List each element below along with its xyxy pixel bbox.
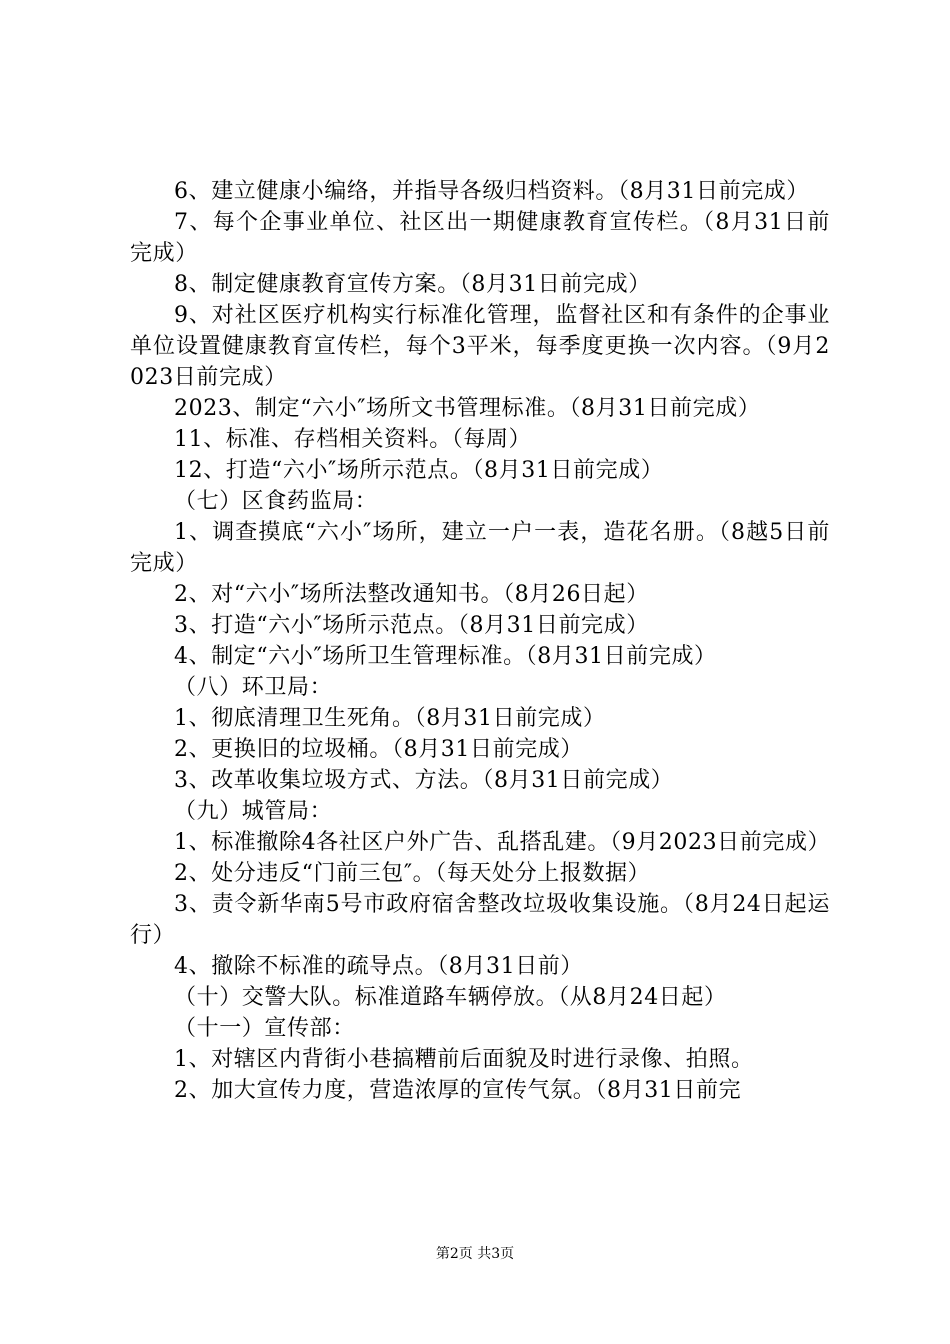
section-heading-food-drug: （七）区食药监局： bbox=[174, 489, 378, 514]
paragraph-sanitation-1: 1、彻底清理卫生死角。（8月31日前完成） bbox=[174, 706, 606, 731]
paragraph-publicity-1: 1、对辖区内背街小巷搞糟前后面貌及时进行录像、拍照。 bbox=[174, 1047, 754, 1072]
paragraph-food-drug-2: 2、对“六小″场所法整改通知书。（8月26日起） bbox=[174, 582, 649, 607]
paragraph-9: 9、对社区医疗机构实行标准化管理，监督社区和有条件的企事业单位设置健康教育宣传栏，每个3平米，每季度更换一次内容。（9月2023日前完成） bbox=[130, 303, 830, 390]
paragraph-12: 12、打造“六小″场所示范点。（8月31日前完成） bbox=[174, 458, 664, 483]
page-number-footer: 第2页 共3页 bbox=[435, 1246, 515, 1262]
section-heading-publicity: （十一）宣传部： bbox=[174, 1016, 355, 1041]
paragraph-sanitation-2: 2、更换旧的垃圾桶。（8月31日前完成） bbox=[174, 737, 583, 762]
paragraph-urban-3: 3、责令新华南5号市政府宿舍整改垃圾收集设施。（8月24日起运行） bbox=[130, 892, 830, 948]
paragraph-food-drug-3: 3、打造“六小″场所示范点。（8月31日前完成） bbox=[174, 613, 649, 638]
section-heading-sanitation: （八）环卫局： bbox=[174, 675, 333, 700]
document-body bbox=[130, 176, 830, 1106]
paragraph-7: 7、每个企事业单位、社区出一期健康教育宣传栏。（8月31日前完成） bbox=[130, 210, 830, 266]
paragraph-6: 6、建立健康小编络，并指导各级归档资料。（8月31日前完成） bbox=[174, 179, 809, 204]
paragraph-urban-4: 4、撤除不标准的疏导点。（8月31日前） bbox=[174, 954, 583, 979]
paragraph-food-drug-4: 4、制定“六小″场所卫生管理标准。（8月31日前完成） bbox=[174, 644, 717, 669]
section-heading-urban-management: （九）城管局： bbox=[174, 799, 333, 824]
paragraph-urban-2: 2、处分违反“门前三包″。（每天处分上报数据） bbox=[174, 861, 651, 886]
paragraph-11: 11、标准、存档相关资料。（每周） bbox=[174, 427, 532, 452]
paragraph-urban-1: 1、标准撤除4各社区户外广告、乱搭乱建。（9月2023日前完成） bbox=[174, 830, 831, 855]
paragraph-10: 2023、制定“六小″场所文书管理标准。（8月31日前完成） bbox=[174, 396, 761, 421]
paragraph-publicity-2: 2、加大宣传力度，营造浓厚的宣传气氛。（8月31日前完 bbox=[174, 1078, 742, 1103]
paragraph-sanitation-3: 3、改革收集垃圾方式、方法。（8月31日前完成） bbox=[174, 768, 674, 793]
paragraph-8: 8、制定健康教育宣传方案。（8月31日前完成） bbox=[174, 272, 651, 297]
section-heading-traffic-police: （十）交警大队。标准道路车辆停放。（从8月24日起） bbox=[174, 985, 727, 1010]
paragraph-food-drug-1: 1、调查摸底“六小″场所，建立一户一表，造花名册。（8越5日前完成） bbox=[130, 520, 830, 576]
